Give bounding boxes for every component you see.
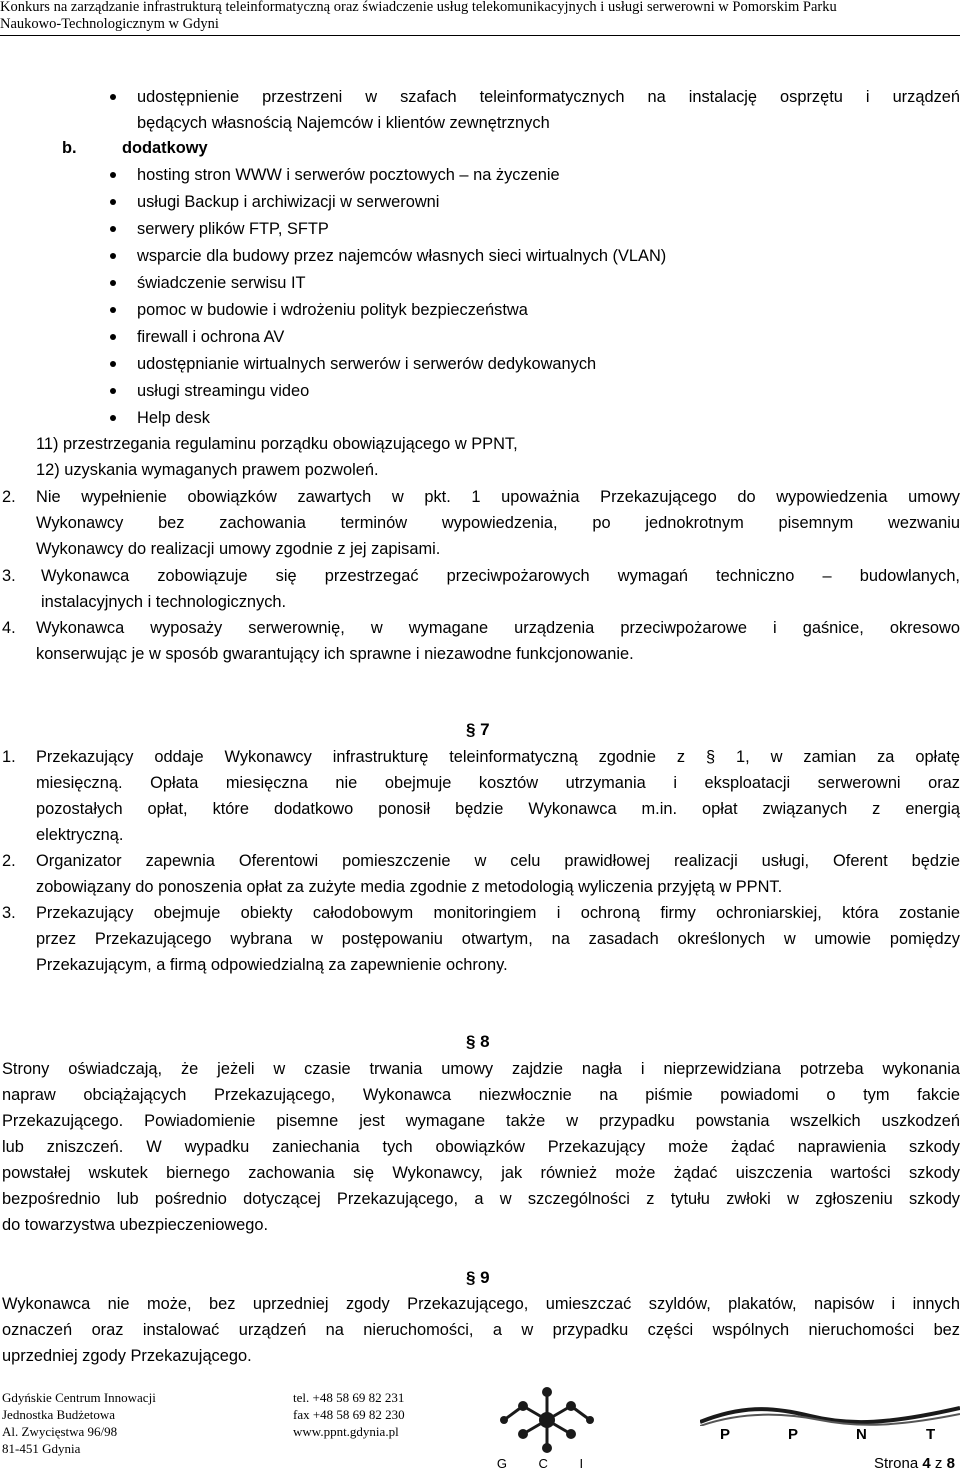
section-heading: § 9 [466, 1268, 490, 1287]
gci-logo [486, 1380, 608, 1474]
paragraph-line: do towarzystwa ubezpieczeniowego. [2, 1216, 269, 1234]
item-number: 3. [2, 904, 16, 922]
footer-city: 81-451 Gdynia [2, 1441, 81, 1456]
paragraph-line: bezpośrednio lub pośrednio dotyczącej Przekazującego, a w szczególności z tytułu zwłoki w zgłoszeniu szkody [2, 1190, 960, 1208]
paragraph-line: powstałej wskutek biernego zachowania się Wykonawcy, jak również może żądać uiszczenia wartości szkody [2, 1164, 960, 1182]
bullet-icon [110, 280, 116, 286]
bullet-icon [110, 388, 116, 394]
paragraph-line: Strony oświadczają, że jeżeli w czasie trwania umowy zajdzie nagła i nieprzewidziana potrzeba wykonania [2, 1060, 960, 1078]
list-item: pomoc w budowie i wdrożeniu polityk bezpieczeństwa [137, 301, 528, 319]
ppnt-letter: T [926, 1426, 936, 1443]
item-number: 3. [2, 567, 16, 585]
bullet-icon [110, 361, 116, 367]
item-number: 2. [2, 488, 16, 506]
paragraph-line: Przekazujący obejmuje obiekty całodobowym monitoringiem i ochroną firmy ochroniarskiej, która zostanie [36, 904, 960, 922]
bullet-icon [110, 172, 116, 178]
footer-org-type: Jednostka Budżetowa [2, 1407, 116, 1422]
item-number: 1. [2, 748, 16, 766]
paragraph-line: przez Przekazującego wybrana w postępowaniu otwartym, na zasadach określonych w umowie pomiędzy [36, 930, 960, 948]
header-line-2: Naukowo-Technologicznym w Gdyni [0, 16, 219, 32]
bullet-icon [110, 94, 116, 100]
item-number: 4. [2, 619, 16, 637]
list-item: Help desk [137, 409, 210, 427]
footer-address [2, 1389, 156, 1457]
paragraph-line: uprzedniej zgody Przekazującego. [2, 1347, 252, 1365]
point-12: 12) uzyskania wymaganych prawem pozwoleń. [36, 461, 379, 479]
paragraph-line: Wykonawcy do realizacji umowy zgodnie z jej zapisami. [36, 540, 441, 558]
paragraph-line: Przekazujący oddaje Wykonawcy infrastrukturę teleinformatyczną zgodnie z § 1, w zamian za opłatę [36, 748, 960, 766]
bullet-icon [110, 307, 116, 313]
bullet-icon [110, 415, 116, 421]
paragraph-line: instalacyjnych i technologicznych. [41, 593, 287, 611]
list-item: serwery plików FTP, SFTP [137, 220, 329, 238]
list-item-continuation: będących własnością Najemców i klientów zewnętrznych [137, 114, 550, 132]
section-heading: § 8 [466, 1032, 490, 1051]
header-line-1: Konkurs na zarządzanie infrastrukturą teleinformatyczną oraz świadczenie usług telekomunikacyjnych i usługi serwerowni w Pomorskim Parku [0, 0, 837, 15]
paragraph-line: konserwując je w sposób gwarantujący ich sprawne i niezawodne funkcjonowanie. [36, 645, 634, 663]
footer-www: www.ppnt.gdynia.pl [293, 1424, 399, 1439]
page-total: 8 [946, 1455, 955, 1472]
paragraph-line: Wykonawca zobowiązuje się przestrzegać przeciwpożarowych wymagań techniczno – budowlanych, [41, 567, 960, 585]
list-item: usługi Backup i archiwizacji w serwerowni [137, 193, 440, 211]
paragraph-line: Wykonawca wyposaży serwerownię, w wymagane urządzenia przeciwpożarowe i gaśnice, okresowo [36, 619, 960, 637]
list-item: hosting stron WWW i serwerów pocztowych – na życzenie [137, 166, 560, 184]
paragraph-line: pozostałych opłat, które dodatkowo ponosił będzie Wykonawca m.in. opłat związanych z energią [36, 800, 960, 818]
ppnt-letter: N [856, 1426, 867, 1443]
header-rule [0, 35, 960, 36]
footer-contact [293, 1389, 405, 1440]
paragraph-line: Wykonawcy bez zachowania terminów wypowiedzenia, po jednokrotnym pisemnym wezwaniu [36, 514, 960, 532]
paragraph-line: Nie wypełnienie obowiązków zawartych w pkt. 1 upoważnia Przekazującego do wypowiedzenia umowy [36, 488, 960, 506]
page-current: 4 [922, 1455, 931, 1472]
page-number [874, 1455, 955, 1472]
paragraph-line: Wykonawca nie może, bez uprzedniej zgody Przekazującego, umieszczać szyldów, plakatów, napisów i innych [2, 1295, 960, 1313]
paragraph-line: oznaczeń oraz instalować urządzeń na nieruchomości, a w przypadku części wspólnych nieruchomości bez [2, 1321, 960, 1339]
section-marker: b. [62, 139, 77, 157]
list-item: świadczenie serwisu IT [137, 274, 306, 292]
footer-org-name: Gdyńskie Centrum Innowacji [2, 1390, 156, 1405]
paragraph-line: Przekazującym, a firmą odpowiedzialną za zapewnienie ochrony. [36, 956, 508, 974]
list-item: udostępnianie wirtualnych serwerów i serwerów dedykowanych [137, 355, 597, 373]
footer-fax: fax +48 58 69 82 230 [293, 1407, 405, 1422]
footer-tel: tel. +48 58 69 82 231 [293, 1390, 405, 1405]
ppnt-letter: P [720, 1426, 731, 1443]
page-label: Strona [874, 1455, 919, 1472]
paragraph-line: lub zniszczeń. W wypadku zaniechania tych obowiązków Przekazujący może żądać naprawienia szkody [2, 1138, 960, 1156]
footer-street: Al. Zwycięstwa 96/98 [2, 1424, 118, 1439]
list-item: udostępnienie przestrzeni w szafach teleinformatycznych na instalację osprzętu i urządzeń [137, 88, 960, 106]
list-item: wsparcie dla budowy przez najemców własnych sieci wirtualnych (VLAN) [137, 247, 667, 265]
paragraph-line: elektryczną. [36, 826, 124, 844]
ppnt-logo [700, 1400, 960, 1448]
list-item: firewall i ochrona AV [137, 328, 285, 346]
paragraph-line: zobowiązany do ponoszenia opłat za zużyte media zgodnie z metodologią wyliczenia przyjętą w PPNT. [36, 878, 783, 896]
bullet-icon [110, 226, 116, 232]
paragraph-line: miesięczną. Opłata miesięczna nie obejmuje kosztów utrzymania i eksploatacji serwerowni oraz [36, 774, 960, 792]
ppnt-letter: P [788, 1426, 799, 1443]
paragraph-line: Przekazującego. Powiadomienie pisemne jest wymagane także w przypadku powstania wszelkich uszkodzeń [2, 1112, 960, 1130]
bullet-icon [110, 199, 116, 205]
gci-letters: G C I [496, 1456, 598, 1471]
ppnt-wave-icon [700, 1402, 960, 1426]
page-of: z [934, 1455, 943, 1472]
bullet-icon [110, 253, 116, 259]
section-heading: § 7 [466, 720, 490, 739]
bullet-icon [110, 334, 116, 340]
point-11: 11) przestrzegania regulaminu porządku obowiązującego w PPNT, [36, 435, 518, 453]
paragraph-line: napraw obciążających Przekazującego, Wykonawca niezwłocznie na piśmie powiadomi o tym fakcie [2, 1086, 960, 1104]
section-title: dodatkowy [122, 139, 208, 157]
list-item: usługi streamingu video [137, 382, 310, 400]
item-number: 2. [2, 852, 16, 870]
paragraph-line: Organizator zapewnia Oferentowi pomieszczenie w celu prawidłowej realizacji usługi, Oferent będzie [36, 852, 960, 870]
